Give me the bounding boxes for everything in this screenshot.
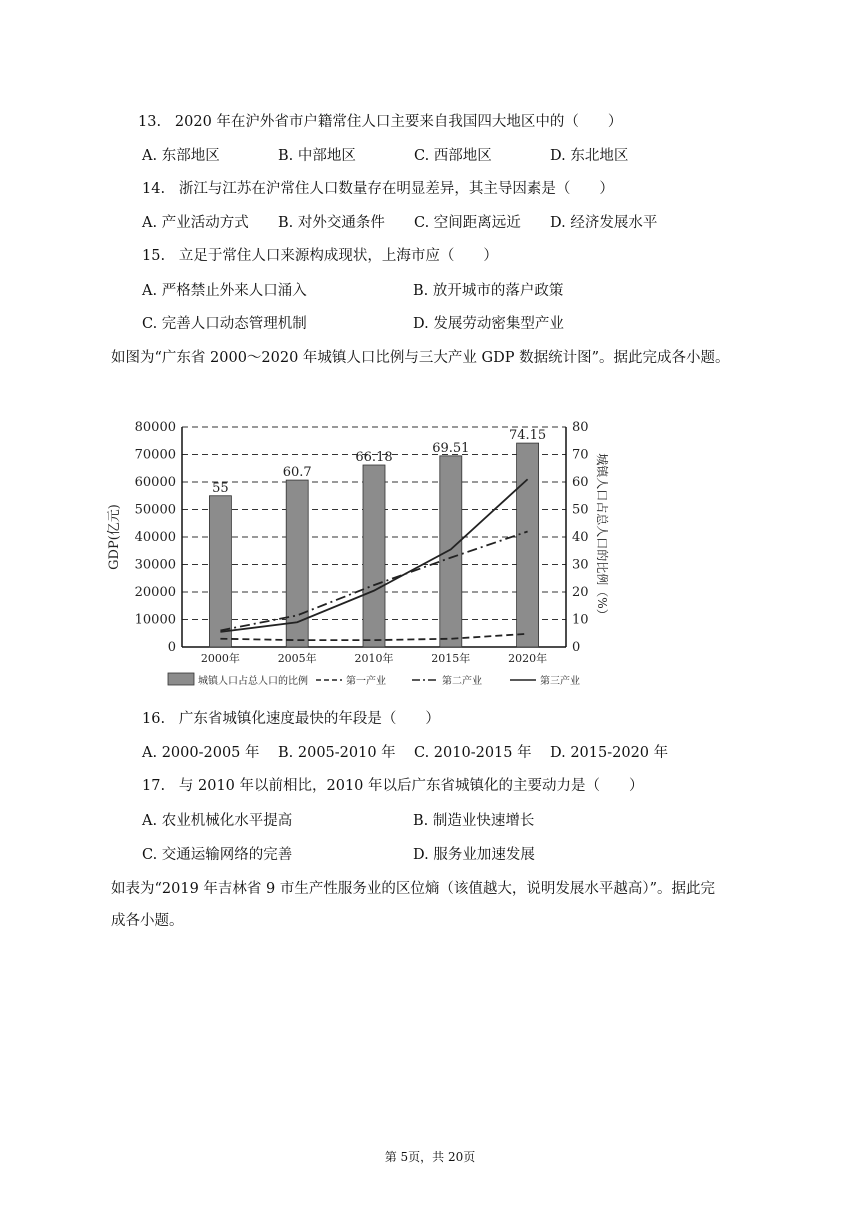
question-text: 广东省城镇化速度最快的年段是（ ）: [178, 711, 440, 727]
bar-value-label: 60.7: [282, 465, 312, 481]
bar-value-label: 69.51: [432, 440, 470, 456]
y-left-tick-label: 30000: [134, 557, 176, 573]
gdp-urbanization-chart: [100, 410, 620, 700]
q13-option-a[interactable]: A. 东部地区: [142, 148, 220, 164]
question-number: 17.: [142, 778, 166, 794]
y-right-tick-label: 60: [572, 475, 589, 490]
q15-option-a[interactable]: A. 严格禁止外来人口涌入: [142, 283, 307, 299]
question-text: 立足于常住人口来源构成现状，上海市应（ ）: [178, 248, 498, 264]
question-number: 14.: [142, 181, 166, 197]
y-left-tick-label: 40000: [134, 530, 176, 545]
bar-value-label: 55: [212, 480, 229, 496]
y-left-tick-label: 20000: [134, 585, 176, 600]
q15-option-c[interactable]: C. 完善人口动态管理机制: [142, 316, 307, 332]
q14-option-c[interactable]: C. 空间距离远近: [414, 215, 521, 231]
legend-bar-swatch: [168, 673, 194, 685]
q15-option-b[interactable]: B. 放开城市的落户政策: [413, 283, 564, 299]
question-number: 16.: [142, 711, 166, 727]
q17-option-b[interactable]: B. 制造业快速增长: [413, 813, 535, 829]
question-text: 与 2010 年以前相比，2010 年以后广东省城镇化的主要动力是（ ）: [178, 778, 644, 794]
q17-option-d[interactable]: D. 服务业加速发展: [413, 847, 535, 863]
x-tick-label: 2010年: [354, 652, 394, 665]
question-text: 2020 年在沪外省市户籍常住人口主要来自我国四大地区中的（ ）: [174, 114, 623, 130]
legend-line-label: 第一产业: [346, 676, 386, 687]
page-footer: 第 5页，共 20页: [384, 1150, 476, 1164]
table-intro-text-continued: 成各小题。: [111, 913, 184, 929]
y-right-tick-label: 0: [572, 640, 581, 655]
x-tick-label: 2015年: [431, 652, 471, 665]
q16-option-a[interactable]: A. 2000-2005 年: [142, 745, 260, 761]
q13-option-d[interactable]: D. 东北地区: [550, 148, 629, 164]
q17-option-a[interactable]: A. 农业机械化水平提高: [142, 813, 293, 829]
urbanization-bar: [440, 456, 462, 647]
table-intro-text: 如表为“2019 年吉林省 9 市生产性服务业的区位熵（该值越大，说明发展水平越高）”。据此完: [111, 881, 716, 897]
urbanization-bar: [363, 465, 385, 647]
q14-option-d[interactable]: D. 经济发展水平: [550, 215, 658, 231]
y-right-tick-label: 80: [572, 420, 589, 435]
question-13: [138, 112, 622, 132]
urbanization-bar: [517, 443, 539, 647]
q16-option-b[interactable]: B. 2005-2010 年: [278, 745, 396, 761]
y-left-axis-title: GDP(亿元): [107, 504, 122, 570]
bar-value-label: 66.18: [355, 450, 393, 466]
y-left-tick-label: 70000: [134, 447, 176, 463]
legend-bar-label: 城镇人口占总人口的比例: [198, 676, 308, 687]
question-15: [142, 246, 498, 266]
x-tick-label: 2005年: [277, 652, 317, 665]
question-16: [142, 709, 440, 729]
y-left-tick-label: 80000: [134, 420, 176, 435]
bar-value-label: 74.15: [508, 428, 547, 444]
legend-line-label: 第三产业: [540, 676, 580, 687]
y-left-tick-label: 60000: [134, 475, 176, 490]
y-left-tick-label: 50000: [134, 502, 176, 518]
y-right-tick-label: 10: [572, 612, 589, 628]
q13-option-c[interactable]: C. 西部地区: [414, 148, 492, 164]
question-number: 15.: [142, 248, 166, 264]
x-tick-label: 2000年: [200, 652, 240, 665]
y-right-tick-label: 40: [572, 530, 589, 545]
y-right-tick-label: 20: [572, 585, 589, 600]
question-14: [142, 179, 614, 199]
y-left-tick-label: 10000: [134, 612, 176, 628]
q16-option-d[interactable]: D. 2015-2020 年: [550, 745, 669, 761]
y-right-tick-label: 50: [572, 502, 589, 518]
x-tick-label: 2020年: [508, 652, 548, 665]
question-number: 13.: [138, 114, 162, 130]
q16-option-c[interactable]: C. 2010-2015 年: [414, 745, 532, 761]
q13-option-b[interactable]: B. 中部地区: [278, 148, 356, 164]
y-right-tick-label: 70: [572, 447, 589, 463]
y-right-axis-title: 城镇人口占总人口的比例（%）: [595, 453, 609, 621]
y-left-tick-label: 0: [167, 640, 176, 655]
urbanization-bar: [209, 496, 231, 647]
legend-line-label: 第二产业: [442, 676, 482, 687]
q17-option-c[interactable]: C. 交通运输网络的完善: [142, 847, 293, 863]
q14-option-b[interactable]: B. 对外交通条件: [278, 215, 385, 231]
question-text: 浙江与江苏在沪常住人口数量存在明显差异，其主导因素是（ ）: [178, 181, 614, 197]
question-17: [142, 776, 644, 796]
y-right-tick-label: 30: [572, 557, 589, 573]
q15-option-d[interactable]: D. 发展劳动密集型产业: [413, 316, 564, 332]
chart-intro-text: 如图为“广东省 2000～2020 年城镇人口比例与三大产业 GDP 数据统计图”。据此完成各小题。: [111, 350, 730, 366]
q14-option-a[interactable]: A. 产业活动方式: [142, 215, 249, 231]
